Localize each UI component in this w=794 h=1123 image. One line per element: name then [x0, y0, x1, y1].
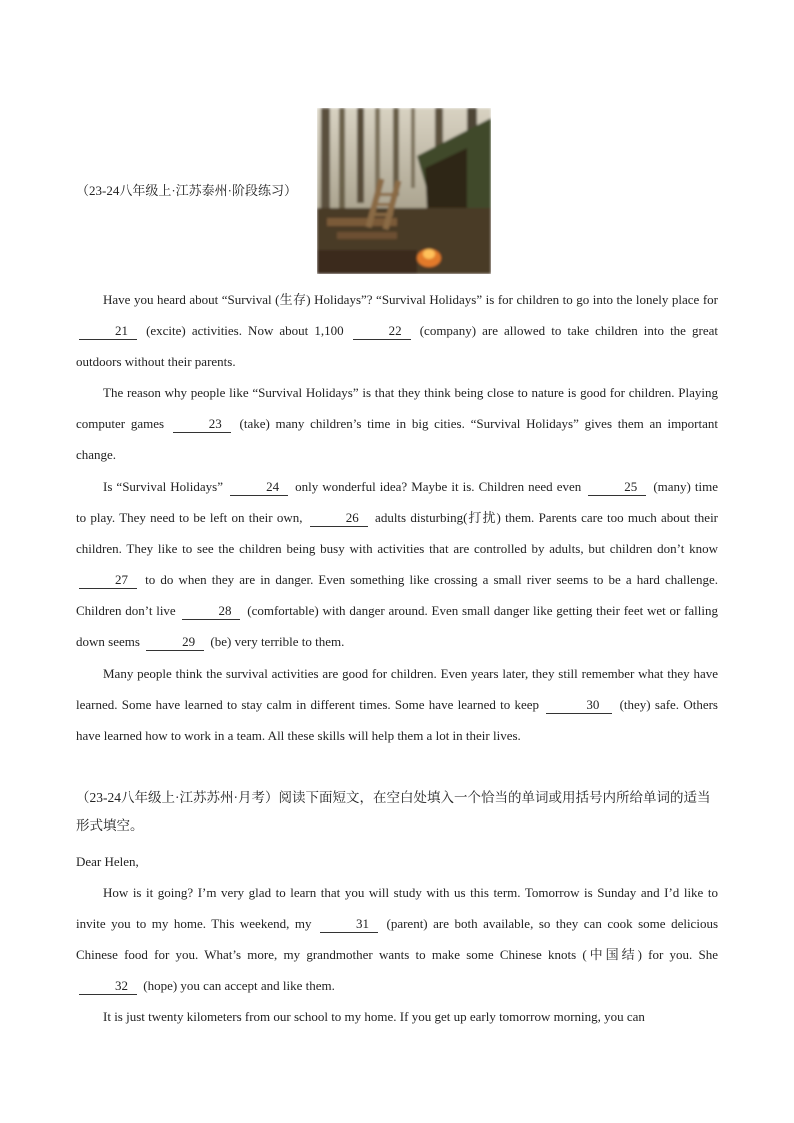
text-segment: (parent) are both available, so they can cook some delicious Chinese food for you. What’s more, my grandmother wants to make some Chinese knots (中国结) for you. She [76, 916, 718, 962]
passage1-paragraph4 [76, 658, 718, 751]
text-segment: adults disturbing(打扰) them. Parents care too much about their children. They like to see the children being busy with activities that are controlled by adults, but children don’t know [76, 510, 719, 556]
passage1-paragraph1 [76, 284, 718, 377]
text-segment: (be) very terrible to them. [210, 634, 345, 649]
blank-24[interactable]: 24 [230, 479, 288, 496]
text-segment: (comfortable) with danger around. Even small danger like getting their feet wet or falling down seems [76, 603, 719, 649]
passage1-paragraph3 [76, 471, 718, 657]
text-segment: (company) are allowed to take children into the great outdoors without their parents. [76, 323, 718, 369]
text-segment: (excite) activities. Now about 1,100 [146, 323, 344, 338]
passage1-paragraph2 [76, 377, 718, 470]
source-label-taizhou: （23-24八年级上·江苏泰州·阶段练习） [76, 183, 297, 198]
survival-camp-photo [317, 108, 491, 274]
blank-31[interactable]: 31 [320, 916, 378, 933]
blank-26[interactable]: 26 [310, 510, 368, 527]
text-segment: only wonderful idea? Maybe it is. Children need even [295, 479, 582, 494]
blank-21[interactable]: 21 [79, 323, 137, 340]
blank-25[interactable]: 25 [588, 479, 646, 496]
text-segment: (many) time to play. They need to be left on their own, [76, 479, 719, 525]
text-segment: Is “Survival Holidays” [103, 479, 224, 494]
text-segment: (hope) you can accept and like them. [143, 978, 335, 993]
text-segment: to do when they are in danger. Even something like crossing a small river seems to be a hard challenge. Children don’t live [76, 572, 719, 618]
text-segment: (they) safe. Others have learned how to work in a team. All these skills will help them a lot in their lives. [76, 697, 718, 743]
passage2-letter [76, 846, 718, 1032]
text-segment: (take) many children’s time in big cities. “Survival Holidays” gives them an important change. [76, 416, 719, 462]
blank-22[interactable]: 22 [353, 323, 411, 340]
letter-greeting: Dear Helen, [76, 854, 139, 869]
text-segment: Many people think the survival activities are good for children. Even years later, they still remember what they have learned. Some have learned to stay calm in different times. Some have learned to keep [76, 666, 718, 712]
source-label-suzhou-instructions: （23-24八年级上·江苏苏州·月考）阅读下面短文，在空白处填入一个恰当的单词或用括号内所给单词的适当形式填空。 [76, 790, 711, 833]
passage2-paragraph1 [76, 877, 718, 1001]
blank-30[interactable]: 30 [546, 697, 612, 714]
passage2-paragraph2 [76, 1001, 718, 1032]
text-segment: How is it going? I’m very glad to learn that you will study with us this term. Tomorrow is Sunday and I’d like to invite you to my home. This weekend, my [76, 885, 718, 931]
blank-27[interactable]: 27 [79, 572, 137, 589]
blank-28[interactable]: 28 [182, 603, 240, 620]
text-segment: Have you heard about “Survival (生存) Holidays”? “Survival Holidays” is for children to go into the lonely place for [103, 292, 718, 307]
blank-29[interactable]: 29 [146, 634, 204, 651]
blank-23[interactable]: 23 [173, 416, 231, 433]
text-segment: It is just twenty kilometers from our school to my home. If you get up early tomorrow morning, you can [103, 1009, 645, 1024]
blank-32[interactable]: 32 [79, 978, 137, 995]
text-segment: The reason why people like “Survival Holidays” is that they think being close to nature is good for children. Playing computer games [76, 385, 718, 431]
